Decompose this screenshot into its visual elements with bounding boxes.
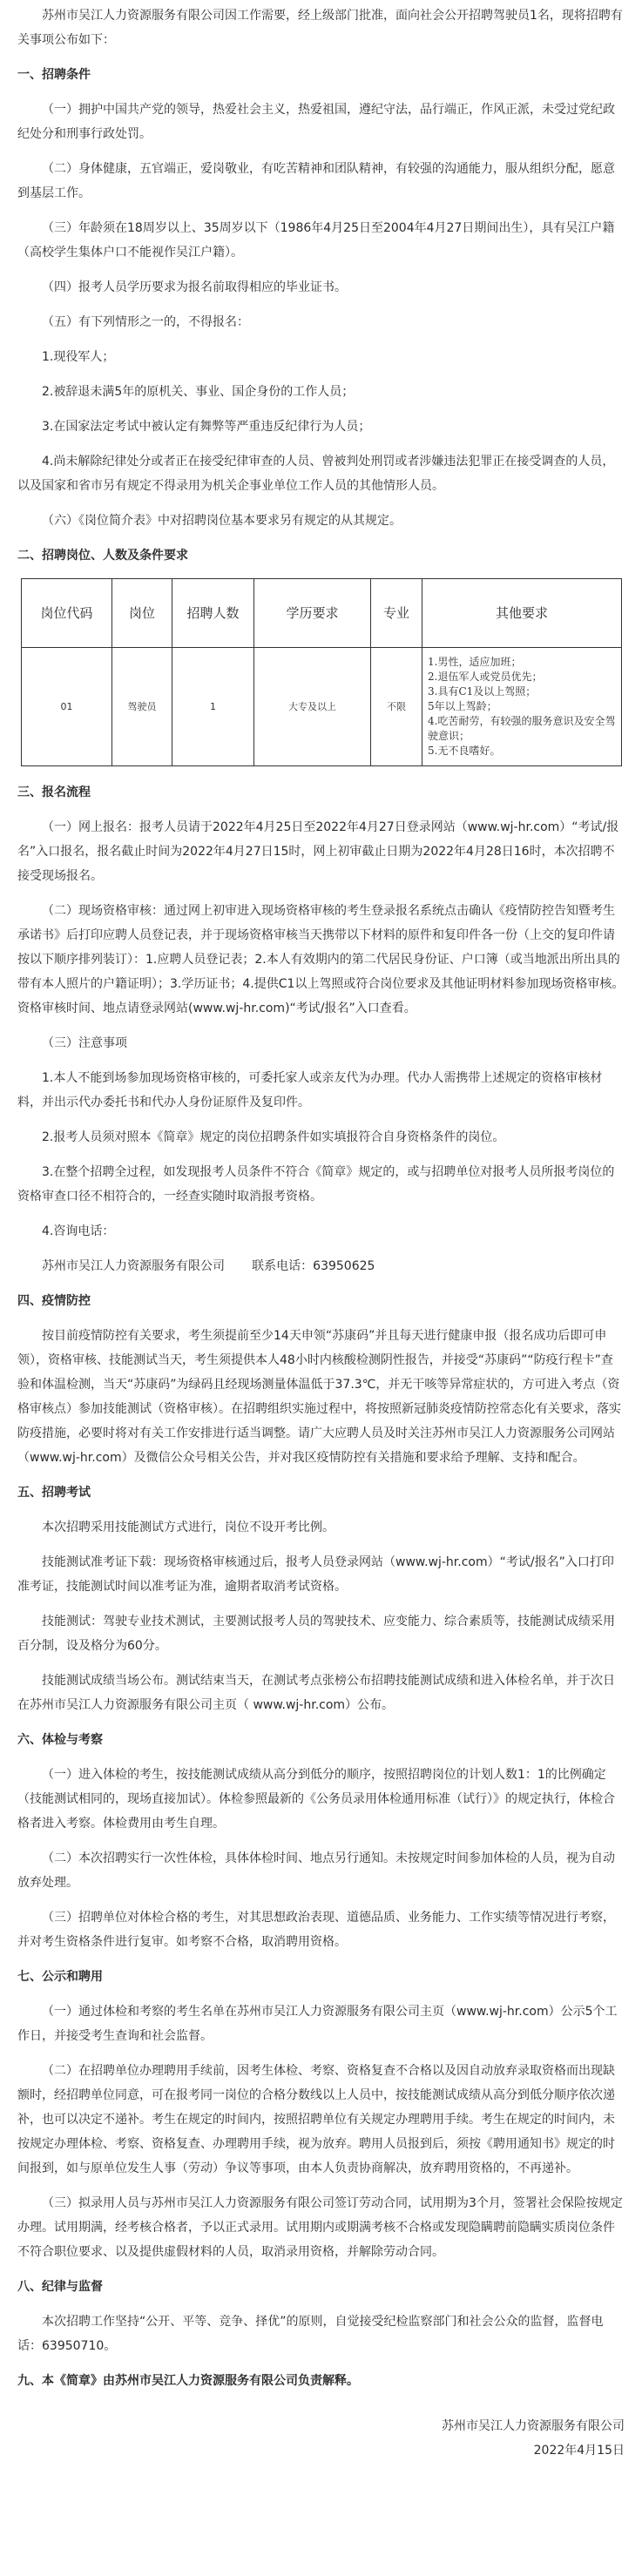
contact-company: 苏州市吴江人力资源服务有限公司 bbox=[42, 1259, 225, 1273]
vacancy-fill: （二）在招聘单位办理聘用手续前，因考生体检、考察、资格复查不合格以及因自动放弃录取资格而出现缺额时，经招聘单位同意，可在报考同一岗位的合格分数线以上人员中，按技能测试成绩从高分到低分顺序依次递补，也可以决定不递补。考生在规定的时间内，按照招聘单位有关规定办理聘用手续。考生在规定的时间内，未按规定办理体检、考察、资格复查、办理聘用手续，视为放弃。聘用人员报到后，须按《聘用通知书》规定的时间报到，如与原单位发生人事（劳动）争议等事项，由本人负责协商解决，放弃聘用资格的，不再递补。 bbox=[17, 2064, 615, 2175]
section-5-heading: 五、招聘考试 bbox=[17, 1486, 91, 1500]
score-publication: 技能测试成绩当场公布。测试结束当天，在测试考点张榜公布招聘技能测试成绩和进入体检名单，并于次日在苏州市吴江人力资源服务有限公司主页（ www.wj-hr.com）公布。 bbox=[17, 1674, 615, 1712]
contact-label: 联系电话： bbox=[252, 1259, 314, 1273]
section-6-heading: 六、体检与考察 bbox=[17, 1733, 103, 1747]
cell-position: 驾驶员 bbox=[112, 648, 172, 766]
signature-company: 苏州市吴江人力资源服务有限公司 bbox=[442, 2419, 625, 2433]
section-1-heading: 一、招聘条件 bbox=[17, 68, 91, 82]
condition-4: （四）报考人员学历要求为报名前取得相应的毕业证书。 bbox=[42, 280, 347, 294]
skill-test: 技能测试：驾驶专业技术测试，主要测试报考人员的驾驶技术、应变能力、综合素质等，技能测试成绩采用百分制，设及格分为60分。 bbox=[17, 1615, 615, 1653]
header-other: 其他要求 bbox=[422, 579, 622, 648]
notes-heading: （三）注意事项 bbox=[42, 1036, 127, 1050]
intro-paragraph: 苏州市吴江人力资源服务有限公司因工作需要，经上级部门批准，面向社会公开招聘驾驶员1名，现将招聘有关事项公布如下： bbox=[17, 9, 623, 47]
cell-education: 大专及以上 bbox=[254, 648, 371, 766]
position-table bbox=[21, 578, 622, 766]
table-header-row bbox=[22, 579, 622, 648]
requirement-line: 5年以上驾龄； bbox=[428, 700, 497, 712]
section-2-heading: 二、招聘岗位、人数及条件要求 bbox=[17, 549, 188, 563]
section-3-heading: 三、报名流程 bbox=[17, 786, 91, 799]
header-education: 学历要求 bbox=[254, 579, 371, 648]
condition-2: （二）身体健康，五官端正，爱岗敬业，有吃苦精神和团队精神，有较强的沟通能力，服从组织分配，愿意到基层工作。 bbox=[17, 162, 615, 200]
inspection: （三）招聘单位对体检合格的考生，对其思想政治表现、道德品质、业务能力、工作实绩等情况进行考察，并对考生资格条件进行复审。如考察不合格，取消聘用资格。 bbox=[17, 1911, 615, 1949]
publicity: （一）通过体检和考察的考生名单在苏州市吴江人力资源服务有限公司主页（www.wj-hr.com）公示5个工作日，并接受考生查询和社会监督。 bbox=[17, 2005, 618, 2043]
exam-method: 本次招聘采用技能测试方式进行，岗位不设开考比例。 bbox=[42, 1521, 335, 1534]
online-registration: （一）网上报名：报考人员请于2022年4月25日至2022年4月27日登录网站（www.wj-hr.com）“考试/报名”入口报名，报名截止时间为2022年4月27日15时，网上初审截止日期为2022年4月28日16时，本次招聘不接受现场报名。 bbox=[17, 820, 619, 883]
condition-1: （一）拥护中国共产党的领导，热爱社会主义，热爱祖国，遵纪守法，品行端正，作风正派，未受过党纪政纪处分和刑事行政处罚。 bbox=[17, 103, 615, 141]
medical-exam-1: （一）进入体检的考生，按技能测试成绩从高分到低分的顺序，按照招聘岗位的计划人数1：1的比例确定（技能测试相同的，现场直接加试）。体检参照最新的《公务员录用体检通用标准（试行）》的规定执行，体检合格者进入考察。体检费用由考生自理。 bbox=[17, 1768, 615, 1831]
requirement-line: 1.男性，适应加班； bbox=[428, 656, 522, 668]
contract: （三）拟录用人员与苏州市吴江人力资源服务有限公司签订劳动合同，试用期为3个月，签署社会保险按规定办理。试用期满，经考核合格者，予以正式录用。试用期内或期满考核不合格或发现隐瞒聘前隐瞒实质岗位条件不符合职位要求、以及提供虚假材料的人员，取消录用资格，并解除劳动合同。 bbox=[17, 2196, 623, 2259]
note-3: 3.在整个招聘全过程，如发现报考人员条件不符合《简章》规定的，或与招聘单位对报考人员所报考岗位的资格审查口径不相符合的，一经查实随时取消报考资格。 bbox=[17, 1165, 615, 1204]
requirement-line: 4.吃苦耐劳，有较强的服务意识及安全驾驶意识； bbox=[428, 715, 616, 742]
exclusion-4: 4.尚未解除纪律处分或者正在接受纪律审查的人员、曾被判处刑罚或者涉嫌违法犯罪正在接受调查的人员，以及国家和省市另有规定不得录用为机关企事业单位工作人员的其他情形人员。 bbox=[17, 455, 615, 493]
header-code: 岗位代码 bbox=[22, 579, 112, 648]
cell-count: 1 bbox=[172, 648, 254, 766]
note-1: 1.本人不能到场参加现场资格审核的，可委托家人或亲友代为办理。代办人需携带上述规定的资格审核材料，并出示代办委托书和代办人身份证原件及复印件。 bbox=[17, 1071, 603, 1109]
epidemic-paragraph: 按目前疫情防控有关要求，考生须提前至少14天申领“苏康码”并且每天进行健康申报（报名成功后即可申领），资格审核、技能测试当天，考生须提供本人48小时内核酸检测阴性报告，并接受“苏康码”“防疫行程卡”查验和体温检测，当天“苏康码”为绿码且经现场测量体温低于37.3℃，并无干咳等异常症状的，方可进入考点（资格审核点）参加技能测试（资格审核）。在招聘组织实施过程中，将按照新冠肺炎疫情防控常态化有关要求，落实防疫措施，必要时将对有关工作安排进行适当调整。请广大应聘人员及时关注苏州市吴江人力资源服务公司网站（www.wj-hr.com）及微信公众号相关公告，并对我区疫情防控有关措施和要求给予理解、支持和配合。 bbox=[17, 1329, 621, 1465]
requirement-line: 5.无不良嗜好。 bbox=[428, 745, 501, 757]
exclusion-3: 3.在国家法定考试中被认定有舞弊等严重违反纪律行为人员； bbox=[42, 420, 371, 434]
onsite-review: （二）现场资格审核：通过网上初审进入现场资格审核的考生登录报名系统点击确认《疫情防控告知暨考生承诺书》后打印应聘人员登记表，并于现场资格审核当天携带以下材料的原件和复印件各一份（上交的复印件请按以下顺序排列装订）：1.应聘人员登记表；2.本人有效期内的第二代居民身份证、户口簿（或当地派出所出具的带有本人照片的户籍证明）；3.学历证书；4.提供C1以上驾照或符合岗位要求及其他证明材料参加现场资格审核。资格审核时间、地点请登录网站(www.wj-hr.com)“考试/报名”入口查看。 bbox=[17, 904, 625, 1015]
admission-ticket: 技能测试准考证下载：现场资格审核通过后，报考人员登录网站（www.wj-hr.com）“考试/报名”入口打印准考证，技能测试时间以准考证为准，逾期者取消考试资格。 bbox=[17, 1555, 614, 1594]
note-4: 4.咨询电话： bbox=[42, 1224, 115, 1238]
cell-other-requirements bbox=[422, 648, 622, 766]
requirement-line: 3.具有C1及以上驾照； bbox=[428, 685, 537, 698]
cell-major: 不限 bbox=[371, 648, 422, 766]
cell-code: 01 bbox=[22, 648, 112, 766]
note-2: 2.报考人员须对照本《简章》规定的岗位招聘条件如实填报符合自身资格条件的岗位。 bbox=[42, 1130, 505, 1144]
contact-phone: 63950625 bbox=[313, 1259, 375, 1273]
condition-5: （五）有下列情形之一的，不得报名： bbox=[42, 315, 249, 329]
condition-3: （三）年龄须在18周岁以上、35周岁以下（1986年4月25日至2004年4月27日期间出生），具有吴江户籍（高校学生集体户口不能视作吴江户籍）。 bbox=[17, 221, 615, 260]
section-9-heading: 九、本《简章》由苏州市吴江人力资源服务有限公司负责解释。 bbox=[17, 2374, 359, 2388]
header-position: 岗位 bbox=[112, 579, 172, 648]
signature-date: 2022年4月15日 bbox=[533, 2444, 625, 2458]
contact-line bbox=[17, 1254, 625, 1278]
supervision: 本次招聘工作坚持“公开、平等、竞争、择优”的原则，自觉接受纪检监察部门和社会公众的监督，监督电话：63950710。 bbox=[17, 2315, 604, 2353]
exclusion-2: 2.被辞退未满5年的原机关、事业、国企身份的工作人员； bbox=[42, 385, 355, 399]
condition-6: （六）《岗位简介表》中对招聘岗位基本要求另有规定的从其规定。 bbox=[42, 514, 402, 528]
section-7-heading: 七、公示和聘用 bbox=[17, 1970, 103, 1984]
header-major: 专业 bbox=[371, 579, 422, 648]
exclusion-1: 1.现役军人； bbox=[42, 350, 115, 364]
header-count: 招聘人数 bbox=[172, 579, 254, 648]
section-8-heading: 八、纪律与监督 bbox=[17, 2280, 103, 2294]
medical-exam-2: （二）本次招聘实行一次性体检，具体体检时间、地点另行通知。未按规定时间参加体检的人员，视为自动放弃处理。 bbox=[17, 1851, 615, 1890]
table-row bbox=[22, 648, 622, 766]
section-4-heading: 四、疫情防控 bbox=[17, 1294, 91, 1308]
requirement-line: 2.退伍军人或党员优先； bbox=[428, 671, 543, 683]
